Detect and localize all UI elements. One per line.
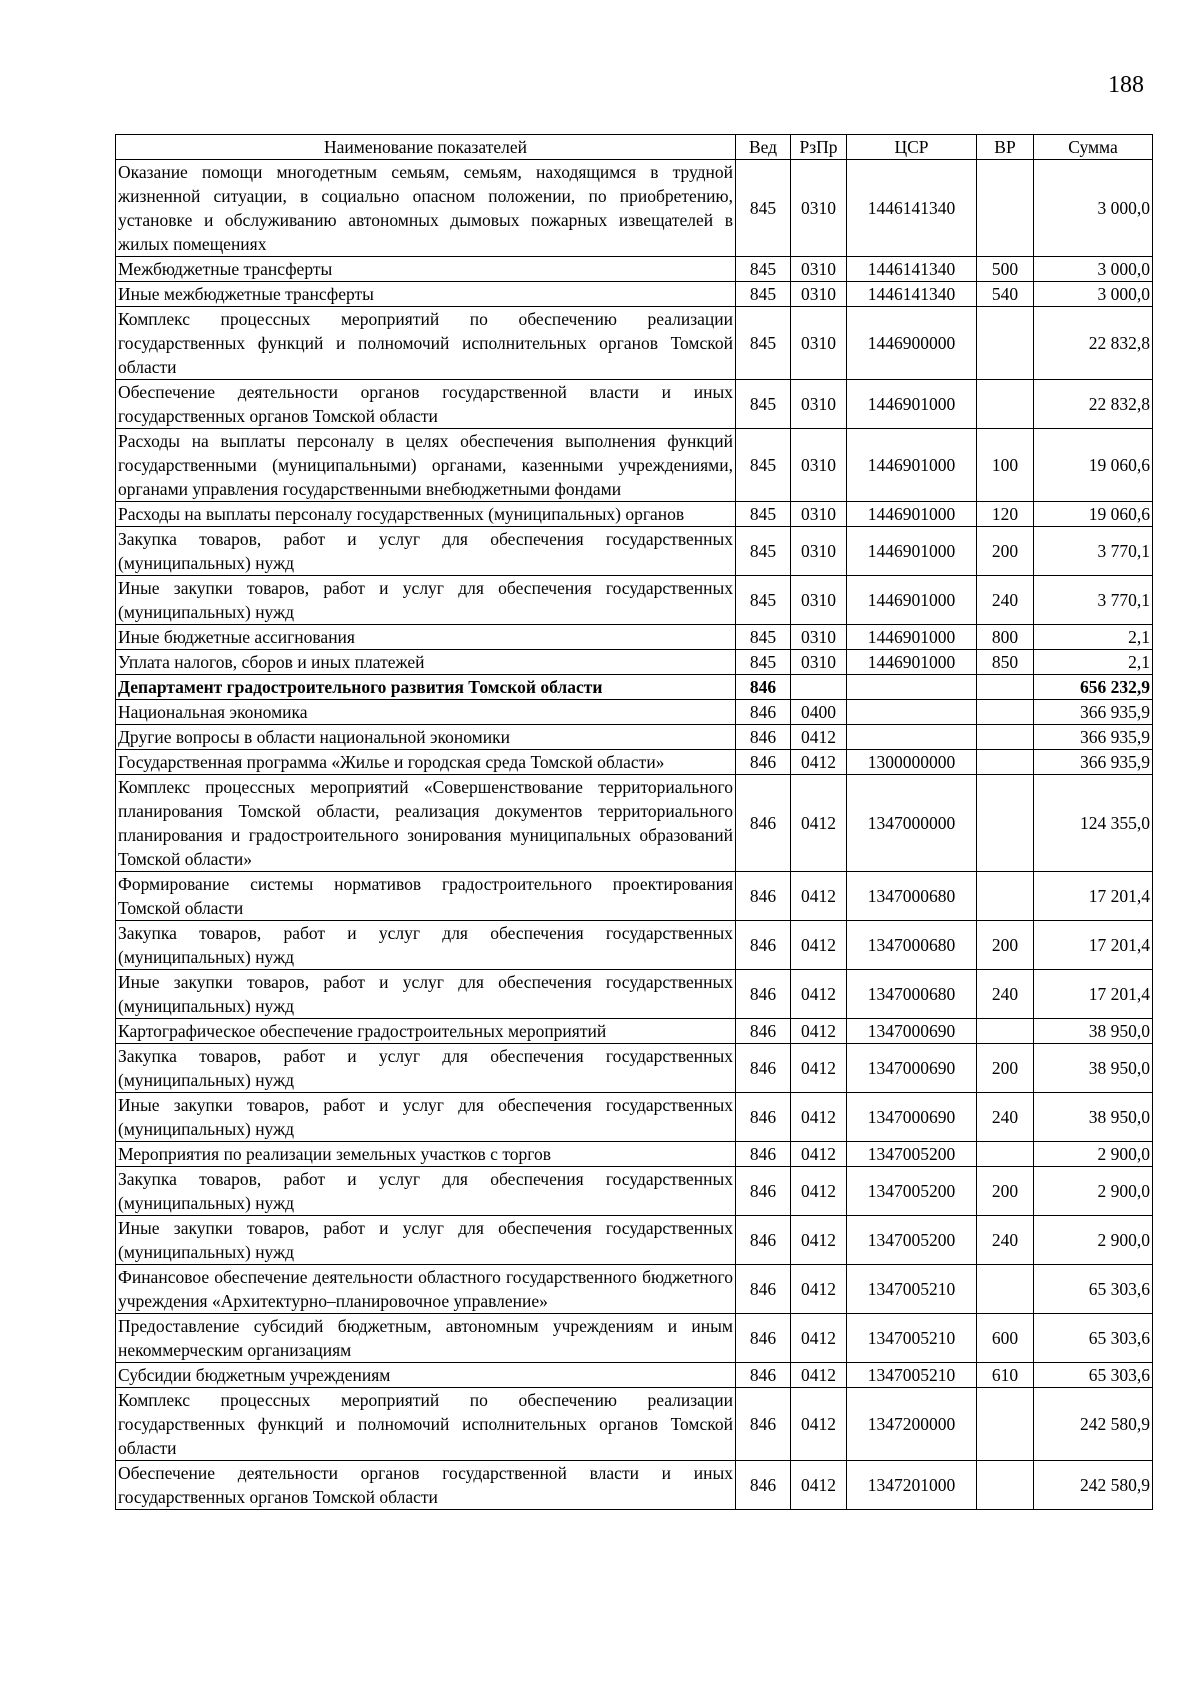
cell-csr: 1446901000 (847, 527, 977, 576)
cell-name: Обеспечение деятельности органов государственной власти и иных государственных органов Томской области (116, 1461, 736, 1510)
cell-name: Комплекс процессных мероприятий по обеспечению реализации государственных функций и полномочий исполнительных органов Томской области (116, 307, 736, 380)
cell-rzpr: 0412 (791, 725, 847, 750)
cell-vr (977, 1461, 1034, 1510)
cell-rzpr: 0412 (791, 872, 847, 921)
cell-csr: 1446141340 (847, 160, 977, 257)
table-row (116, 1461, 1153, 1510)
cell-sum: 22 832,8 (1034, 380, 1153, 429)
cell-vr (977, 307, 1034, 380)
cell-sum: 38 950,0 (1034, 1044, 1153, 1093)
cell-ved: 846 (736, 775, 791, 872)
cell-vr: 200 (977, 1167, 1034, 1216)
cell-rzpr: 0310 (791, 307, 847, 380)
cell-rzpr: 0412 (791, 1019, 847, 1044)
cell-rzpr (791, 675, 847, 700)
cell-name: Расходы на выплаты персоналу государственных (муниципальных) органов (116, 502, 736, 527)
cell-csr: 1347005200 (847, 1216, 977, 1265)
cell-vr (977, 700, 1034, 725)
cell-rzpr: 0412 (791, 750, 847, 775)
cell-csr: 1446901000 (847, 650, 977, 675)
cell-csr: 1446901000 (847, 380, 977, 429)
table-row (116, 502, 1153, 527)
cell-ved: 846 (736, 750, 791, 775)
header-csr: ЦСР (847, 135, 977, 160)
cell-sum: 19 060,6 (1034, 502, 1153, 527)
cell-sum: 242 580,9 (1034, 1461, 1153, 1510)
cell-name: Иные межбюджетные трансферты (116, 282, 736, 307)
cell-ved: 845 (736, 380, 791, 429)
cell-sum: 2,1 (1034, 625, 1153, 650)
cell-sum: 22 832,8 (1034, 307, 1153, 380)
cell-ved: 845 (736, 282, 791, 307)
cell-ved: 845 (736, 160, 791, 257)
table-body (116, 160, 1153, 1510)
table-row (116, 257, 1153, 282)
table-row (116, 921, 1153, 970)
cell-ved: 846 (736, 1461, 791, 1510)
cell-ved: 846 (736, 921, 791, 970)
cell-name: Мероприятия по реализации земельных участков с торгов (116, 1142, 736, 1167)
header-vr: ВР (977, 135, 1034, 160)
cell-sum: 3 000,0 (1034, 160, 1153, 257)
cell-sum: 65 303,6 (1034, 1314, 1153, 1363)
table-header-row (116, 135, 1153, 160)
cell-csr: 1347200000 (847, 1388, 977, 1461)
cell-name: Иные закупки товаров, работ и услуг для обеспечения государственных (муниципальных) нужд (116, 1216, 736, 1265)
cell-rzpr: 0412 (791, 1044, 847, 1093)
cell-vr: 200 (977, 1044, 1034, 1093)
table-row (116, 1167, 1153, 1216)
cell-ved: 846 (736, 1044, 791, 1093)
cell-rzpr: 0310 (791, 576, 847, 625)
cell-csr: 1347005210 (847, 1363, 977, 1388)
cell-csr: 1347000690 (847, 1093, 977, 1142)
cell-name: Оказание помощи многодетным семьям, семьям, находящимся в трудной жизненной ситуации, в социально опасном положении, по приобретению, установке и обслуживанию автономных дымовых пожарных извещателей в жилых помещениях (116, 160, 736, 257)
cell-csr: 1300000000 (847, 750, 977, 775)
cell-rzpr: 0412 (791, 1388, 847, 1461)
page-number: 188 (1108, 72, 1144, 98)
cell-ved: 846 (736, 1142, 791, 1167)
cell-rzpr: 0310 (791, 502, 847, 527)
table-row (116, 1363, 1153, 1388)
cell-sum: 3 770,1 (1034, 527, 1153, 576)
table-row (116, 429, 1153, 502)
cell-ved: 846 (736, 675, 791, 700)
cell-csr: 1347201000 (847, 1461, 977, 1510)
cell-vr: 610 (977, 1363, 1034, 1388)
cell-rzpr: 0412 (791, 1265, 847, 1314)
table-row (116, 576, 1153, 625)
cell-name: Закупка товаров, работ и услуг для обеспечения государственных (муниципальных) нужд (116, 527, 736, 576)
cell-name: Комплекс процессных мероприятий «Совершенствование территориального планирования Томской области, реализация документов территориального планирования и градостроительного зонирования муниципальных образований Томской области» (116, 775, 736, 872)
table-row (116, 282, 1153, 307)
cell-sum: 656 232,9 (1034, 675, 1153, 700)
cell-ved: 846 (736, 1167, 791, 1216)
cell-rzpr: 0412 (791, 775, 847, 872)
cell-vr: 200 (977, 527, 1034, 576)
cell-ved: 846 (736, 872, 791, 921)
cell-ved: 846 (736, 725, 791, 750)
table-row (116, 527, 1153, 576)
cell-rzpr: 0412 (791, 1461, 847, 1510)
cell-ved: 846 (736, 1265, 791, 1314)
cell-vr: 240 (977, 1216, 1034, 1265)
cell-sum: 65 303,6 (1034, 1265, 1153, 1314)
cell-vr (977, 872, 1034, 921)
cell-csr: 1446901000 (847, 625, 977, 650)
cell-vr: 600 (977, 1314, 1034, 1363)
cell-csr: 1446141340 (847, 257, 977, 282)
cell-rzpr: 0310 (791, 527, 847, 576)
cell-rzpr: 0412 (791, 1363, 847, 1388)
table-row (116, 775, 1153, 872)
cell-name: Государственная программа «Жилье и городская среда Томской области» (116, 750, 736, 775)
cell-ved: 846 (736, 1314, 791, 1363)
header-sum: Сумма (1034, 135, 1153, 160)
table-row (116, 700, 1153, 725)
cell-sum: 17 201,4 (1034, 872, 1153, 921)
cell-vr (977, 1265, 1034, 1314)
cell-vr: 540 (977, 282, 1034, 307)
cell-ved: 845 (736, 576, 791, 625)
table-row (116, 1265, 1153, 1314)
cell-sum: 2 900,0 (1034, 1216, 1153, 1265)
cell-ved: 846 (736, 1388, 791, 1461)
cell-sum: 366 935,9 (1034, 700, 1153, 725)
cell-rzpr: 0310 (791, 160, 847, 257)
header-ved: Вед (736, 135, 791, 160)
cell-ved: 845 (736, 429, 791, 502)
cell-vr: 850 (977, 650, 1034, 675)
cell-vr: 240 (977, 1093, 1034, 1142)
cell-sum: 124 355,0 (1034, 775, 1153, 872)
cell-ved: 845 (736, 307, 791, 380)
cell-csr: 1347005210 (847, 1314, 977, 1363)
table-row (116, 725, 1153, 750)
cell-name: Обеспечение деятельности органов государственной власти и иных государственных органов Томской области (116, 380, 736, 429)
table-row (116, 675, 1153, 700)
table-row (116, 872, 1153, 921)
cell-name: Закупка товаров, работ и услуг для обеспечения государственных (муниципальных) нужд (116, 1044, 736, 1093)
cell-ved: 846 (736, 1019, 791, 1044)
cell-vr: 240 (977, 576, 1034, 625)
cell-sum: 17 201,4 (1034, 970, 1153, 1019)
cell-ved: 845 (736, 257, 791, 282)
cell-sum: 242 580,9 (1034, 1388, 1153, 1461)
cell-csr: 1446901000 (847, 576, 977, 625)
table-row (116, 1388, 1153, 1461)
cell-vr: 240 (977, 970, 1034, 1019)
cell-rzpr: 0310 (791, 650, 847, 675)
table-row (116, 1093, 1153, 1142)
cell-vr (977, 750, 1034, 775)
cell-sum: 2 900,0 (1034, 1167, 1153, 1216)
cell-rzpr: 0400 (791, 700, 847, 725)
cell-ved: 846 (736, 1093, 791, 1142)
cell-ved: 846 (736, 970, 791, 1019)
cell-sum: 65 303,6 (1034, 1363, 1153, 1388)
cell-csr: 1347000000 (847, 775, 977, 872)
cell-name: Иные закупки товаров, работ и услуг для обеспечения государственных (муниципальных) нужд (116, 970, 736, 1019)
cell-rzpr: 0412 (791, 1093, 847, 1142)
table-row (116, 750, 1153, 775)
cell-name: Иные закупки товаров, работ и услуг для обеспечения государственных (муниципальных) нужд (116, 576, 736, 625)
cell-sum: 17 201,4 (1034, 921, 1153, 970)
cell-vr (977, 1388, 1034, 1461)
cell-vr (977, 1142, 1034, 1167)
cell-sum: 366 935,9 (1034, 725, 1153, 750)
table-row (116, 1044, 1153, 1093)
cell-vr (977, 775, 1034, 872)
cell-vr (977, 1019, 1034, 1044)
cell-sum: 2,1 (1034, 650, 1153, 675)
cell-csr: 1347005210 (847, 1265, 977, 1314)
table-row (116, 160, 1153, 257)
budget-table (115, 134, 1153, 1510)
cell-csr: 1347000680 (847, 921, 977, 970)
cell-rzpr: 0310 (791, 429, 847, 502)
cell-vr: 500 (977, 257, 1034, 282)
cell-vr (977, 725, 1034, 750)
cell-name: Комплекс процессных мероприятий по обеспечению реализации государственных функций и полномочий исполнительных органов Томской области (116, 1388, 736, 1461)
cell-rzpr: 0412 (791, 1216, 847, 1265)
cell-vr: 120 (977, 502, 1034, 527)
cell-sum: 3 000,0 (1034, 257, 1153, 282)
cell-sum: 366 935,9 (1034, 750, 1153, 775)
cell-sum: 38 950,0 (1034, 1019, 1153, 1044)
table-row (116, 1314, 1153, 1363)
cell-vr: 800 (977, 625, 1034, 650)
table-row (116, 307, 1153, 380)
header-rzpr: РзПр (791, 135, 847, 160)
table-row (116, 1142, 1153, 1167)
cell-csr (847, 700, 977, 725)
cell-rzpr: 0310 (791, 380, 847, 429)
cell-csr: 1347000690 (847, 1019, 977, 1044)
cell-name: Департамент градостроительного развития Томской области (116, 675, 736, 700)
cell-csr: 1446901000 (847, 429, 977, 502)
cell-rzpr: 0412 (791, 921, 847, 970)
cell-sum: 2 900,0 (1034, 1142, 1153, 1167)
cell-name: Иные закупки товаров, работ и услуг для обеспечения государственных (муниципальных) нужд (116, 1093, 736, 1142)
cell-csr: 1347005200 (847, 1142, 977, 1167)
cell-name: Закупка товаров, работ и услуг для обеспечения государственных (муниципальных) нужд (116, 921, 736, 970)
cell-ved: 846 (736, 1363, 791, 1388)
cell-vr: 200 (977, 921, 1034, 970)
cell-sum: 3 770,1 (1034, 576, 1153, 625)
cell-csr (847, 725, 977, 750)
cell-ved: 846 (736, 1216, 791, 1265)
cell-name: Предоставление субсидий бюджетным, автономным учреждениям и иным некоммерческим организациям (116, 1314, 736, 1363)
cell-name: Иные бюджетные ассигнования (116, 625, 736, 650)
cell-csr: 1446901000 (847, 502, 977, 527)
cell-ved: 845 (736, 625, 791, 650)
table-row (116, 380, 1153, 429)
cell-vr (977, 675, 1034, 700)
cell-ved: 845 (736, 650, 791, 675)
cell-name: Картографическое обеспечение градостроительных мероприятий (116, 1019, 736, 1044)
cell-name: Формирование системы нормативов градостроительного проектирования Томской области (116, 872, 736, 921)
cell-ved: 846 (736, 700, 791, 725)
cell-csr: 1446900000 (847, 307, 977, 380)
cell-rzpr: 0310 (791, 625, 847, 650)
cell-rzpr: 0412 (791, 1167, 847, 1216)
cell-rzpr: 0412 (791, 1314, 847, 1363)
cell-name: Уплата налогов, сборов и иных платежей (116, 650, 736, 675)
table-row (116, 1216, 1153, 1265)
table-row (116, 625, 1153, 650)
header-name: Наименование показателей (116, 135, 736, 160)
cell-sum: 19 060,6 (1034, 429, 1153, 502)
cell-ved: 845 (736, 527, 791, 576)
cell-csr: 1347000680 (847, 970, 977, 1019)
cell-rzpr: 0412 (791, 1142, 847, 1167)
cell-name: Закупка товаров, работ и услуг для обеспечения государственных (муниципальных) нужд (116, 1167, 736, 1216)
cell-name: Финансовое обеспечение деятельности областного государственного бюджетного учреждения «Архитектурно–планировочное управление» (116, 1265, 736, 1314)
cell-vr (977, 380, 1034, 429)
cell-ved: 845 (736, 502, 791, 527)
cell-csr (847, 675, 977, 700)
cell-csr: 1347000680 (847, 872, 977, 921)
cell-sum: 3 000,0 (1034, 282, 1153, 307)
cell-csr: 1347000690 (847, 1044, 977, 1093)
cell-name: Субсидии бюджетным учреждениям (116, 1363, 736, 1388)
cell-csr: 1446141340 (847, 282, 977, 307)
cell-vr (977, 160, 1034, 257)
table-row (116, 970, 1153, 1019)
cell-name: Другие вопросы в области национальной экономики (116, 725, 736, 750)
cell-name: Расходы на выплаты персоналу в целях обеспечения выполнения функций государственными (муниципальными) органами, казенными учреждениями, органами управления государственными внебюджетными фондами (116, 429, 736, 502)
cell-rzpr: 0412 (791, 970, 847, 1019)
table-row (116, 1019, 1153, 1044)
cell-name: Межбюджетные трансферты (116, 257, 736, 282)
cell-sum: 38 950,0 (1034, 1093, 1153, 1142)
cell-csr: 1347005200 (847, 1167, 977, 1216)
cell-rzpr: 0310 (791, 257, 847, 282)
cell-name: Национальная экономика (116, 700, 736, 725)
cell-vr: 100 (977, 429, 1034, 502)
table-row (116, 650, 1153, 675)
cell-rzpr: 0310 (791, 282, 847, 307)
